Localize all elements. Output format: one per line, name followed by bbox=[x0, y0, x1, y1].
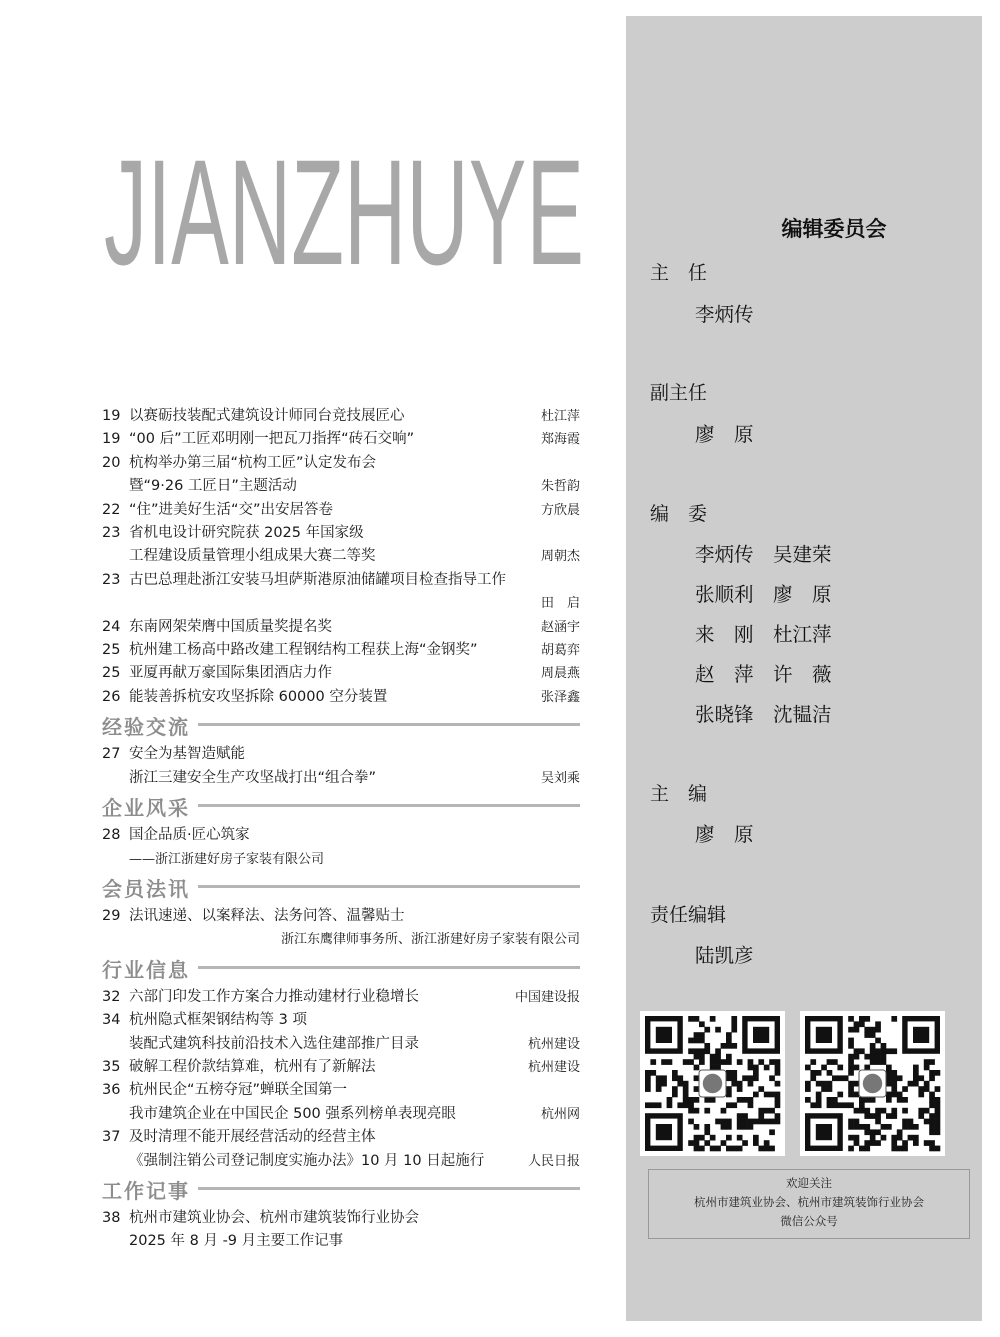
entry-title: “住”进美好生活“交”出安居答卷 bbox=[129, 501, 334, 518]
entry-author: 杜江萍 bbox=[540, 409, 580, 424]
page-number: 38 bbox=[102, 1209, 121, 1226]
follow-line: 微信公众号 bbox=[780, 1214, 838, 1228]
entry-author: 方欣晨 bbox=[540, 502, 580, 518]
page-number: 20 bbox=[102, 454, 121, 471]
member-row: 张晓锋 沈韫洁 bbox=[695, 703, 832, 726]
members-label: 编 委 bbox=[650, 503, 708, 525]
page-number: 37 bbox=[102, 1129, 121, 1146]
toc-entry bbox=[102, 452, 580, 499]
entry-title: 及时清理不能开展经营活动的经营主体 bbox=[129, 1129, 376, 1146]
toc-entry bbox=[102, 616, 580, 639]
entry-title: 国企品质·匠心筑家 bbox=[129, 827, 250, 844]
page-number: 35 bbox=[102, 1058, 121, 1075]
committee-heading: 编辑委员会 bbox=[781, 216, 887, 241]
vice-director-label: 副主任 bbox=[650, 382, 708, 404]
entry-title: 暨“9·26 工匠日”主题活动 bbox=[129, 478, 297, 495]
member-row: 来 刚 杜江萍 bbox=[695, 623, 832, 646]
toc-entry bbox=[102, 986, 580, 1009]
toc-entry bbox=[102, 405, 580, 428]
entry-author: 田 启 bbox=[540, 596, 580, 612]
entry-title: 破解工程价款结算难，杭州有了新解法 bbox=[129, 1058, 376, 1075]
entry-title: 六部门印发工作方案合力推动建材行业稳增长 bbox=[129, 988, 419, 1005]
section-title: 经验交流 bbox=[102, 711, 198, 740]
entry-author: 人民日报 bbox=[527, 1153, 580, 1169]
page-number: 24 bbox=[102, 618, 121, 635]
member-row: 赵 萍 许 薇 bbox=[695, 663, 832, 686]
entry-title: 杭州民企“五榜夺冠”蝉联全国第一 bbox=[129, 1082, 348, 1099]
chief-editor-name: 廖 原 bbox=[695, 823, 754, 846]
toc-entry bbox=[102, 824, 580, 871]
toc-entry bbox=[102, 428, 580, 451]
page-number: 28 bbox=[102, 827, 121, 844]
entry-title: 我市建筑企业在中国民企 500 强系列榜单表现亮眼 bbox=[129, 1105, 456, 1122]
section-header bbox=[102, 1173, 580, 1207]
director-label: 主 任 bbox=[650, 262, 708, 284]
entry-author: 杭州建设 bbox=[527, 1036, 580, 1052]
entry-title: “00 后”工匠邓明刚一把瓦刀指挥“砖石交响” bbox=[129, 431, 415, 448]
entry-author: 赵涵宇 bbox=[540, 619, 580, 635]
follow-notice bbox=[648, 1169, 970, 1239]
toc-entry bbox=[102, 686, 580, 709]
section-header bbox=[102, 709, 580, 743]
toc-entry bbox=[102, 1079, 580, 1126]
section-title: 企业风采 bbox=[102, 792, 198, 821]
entry-subtitle: ——浙江浙建好房子家装有限公司 bbox=[129, 851, 325, 867]
page-number: 22 bbox=[102, 501, 121, 518]
page-number: 34 bbox=[102, 1012, 121, 1029]
page-number: 27 bbox=[102, 746, 121, 763]
entry-author: 浙江东鹰律师事务所、浙江浙建好房子家装有限公司 bbox=[280, 932, 580, 948]
toc-entry bbox=[102, 1009, 580, 1056]
toc-entry bbox=[102, 499, 580, 522]
toc-entry bbox=[102, 662, 580, 685]
page-number: 25 bbox=[102, 665, 121, 682]
follow-line: 杭州市建筑业协会、杭州市建筑装饰行业协会 bbox=[694, 1195, 924, 1209]
member-row: 李炳传 吴建荣 bbox=[695, 543, 832, 566]
page-number: 19 bbox=[102, 408, 121, 424]
entry-title: 浙江三建安全生产攻坚战打出“组合拳” bbox=[129, 769, 377, 786]
toc-entry bbox=[102, 639, 580, 662]
entry-title: 安全为基智造赋能 bbox=[129, 746, 245, 763]
entry-title: 杭州隐式框架钢结构等 3 项 bbox=[129, 1012, 307, 1029]
toc-entry bbox=[102, 569, 580, 616]
page-number: 26 bbox=[102, 688, 121, 705]
entry-author: 杭州建设 bbox=[527, 1059, 580, 1075]
director-name: 李炳传 bbox=[695, 303, 754, 326]
page-number: 29 bbox=[102, 907, 121, 924]
section-header bbox=[102, 790, 580, 824]
toc-entry bbox=[102, 1126, 580, 1173]
entry-title: 杭州建工杨高中路改建工程钢结构工程获上海“金钢奖” bbox=[129, 642, 478, 659]
member-row: 张顺利 廖 原 bbox=[695, 583, 832, 606]
entry-title: 2025 年 8 月 -9 月主要工作记事 bbox=[129, 1233, 344, 1250]
entry-author: 杭州网 bbox=[540, 1106, 580, 1122]
section-title: 工作记事 bbox=[102, 1175, 198, 1204]
entry-author: 朱哲韵 bbox=[540, 479, 580, 495]
page-number: 25 bbox=[102, 642, 121, 659]
entry-title: 工程建设质量管理小组成果大赛二等奖 bbox=[129, 548, 376, 565]
qr-code-icon bbox=[640, 1011, 785, 1156]
entry-author: 周晨燕 bbox=[540, 666, 580, 682]
page-number: 36 bbox=[102, 1082, 121, 1099]
entry-title: 省机电设计研究院获 2025 年国家级 bbox=[129, 525, 364, 542]
entry-author: 吴刘乘 bbox=[540, 770, 580, 786]
page-number: 23 bbox=[102, 525, 121, 542]
toc-entry bbox=[102, 1207, 580, 1254]
entry-title: 杭构举办第三届“杭构工匠”认定发布会 bbox=[129, 454, 377, 471]
masthead-text: JIANZHUYE bbox=[104, 140, 584, 290]
entry-title: 法讯速递、以案释法、法务问答、温馨贴士 bbox=[129, 907, 405, 924]
toc-entry bbox=[102, 905, 580, 952]
entry-author: 中国建设报 bbox=[514, 989, 580, 1005]
entry-author: 郑海霞 bbox=[540, 432, 580, 448]
entry-title: 东南网架荣膺中国质量奖提名奖 bbox=[129, 618, 332, 635]
page-number: 19 bbox=[102, 431, 121, 448]
entry-title: 装配式建筑科技前沿技术入选住建部推广目录 bbox=[129, 1035, 419, 1052]
section-header bbox=[102, 871, 580, 905]
entry-title: 能装善拆杭安攻坚拆除 60000 空分装置 bbox=[129, 688, 388, 705]
section-header bbox=[102, 952, 580, 986]
masthead-title bbox=[104, 140, 594, 290]
chief-editor-label: 主 编 bbox=[650, 783, 708, 805]
entry-author: 张泽鑫 bbox=[540, 689, 580, 705]
entry-author: 周朝杰 bbox=[540, 549, 580, 565]
qr-code-icon bbox=[800, 1011, 945, 1156]
section-title: 行业信息 bbox=[102, 954, 198, 983]
page-number: 23 bbox=[102, 571, 121, 588]
follow-line: 欢迎关注 bbox=[786, 1176, 832, 1190]
entry-title: 《强制注销公司登记制度实施办法》10 月 10 日起施行 bbox=[129, 1152, 485, 1169]
editorial-panel bbox=[626, 16, 982, 1321]
entry-title: 亚厦再献万豪国际集团酒店力作 bbox=[129, 665, 332, 682]
toc-entry bbox=[102, 1056, 580, 1079]
entry-title: 古巴总理赴浙江安装马坦萨斯港原油储罐项目检查指导工作 bbox=[129, 571, 506, 588]
entry-title: 杭州市建筑业协会、杭州市建筑装饰行业协会 bbox=[129, 1209, 419, 1226]
responsible-editor-label: 责任编辑 bbox=[650, 904, 727, 926]
page-number: 32 bbox=[102, 988, 121, 1005]
entry-author: 胡葛弈 bbox=[540, 643, 580, 659]
table-of-contents bbox=[102, 405, 580, 1254]
toc-entry bbox=[102, 522, 580, 569]
responsible-editor-name: 陆凯彦 bbox=[695, 944, 754, 967]
toc-entry bbox=[102, 743, 580, 790]
entry-title: 以赛砺技装配式建筑设计师同台竞技展匠心 bbox=[129, 408, 405, 424]
vice-director-name: 廖 原 bbox=[695, 423, 754, 446]
section-title: 会员法讯 bbox=[102, 873, 198, 902]
